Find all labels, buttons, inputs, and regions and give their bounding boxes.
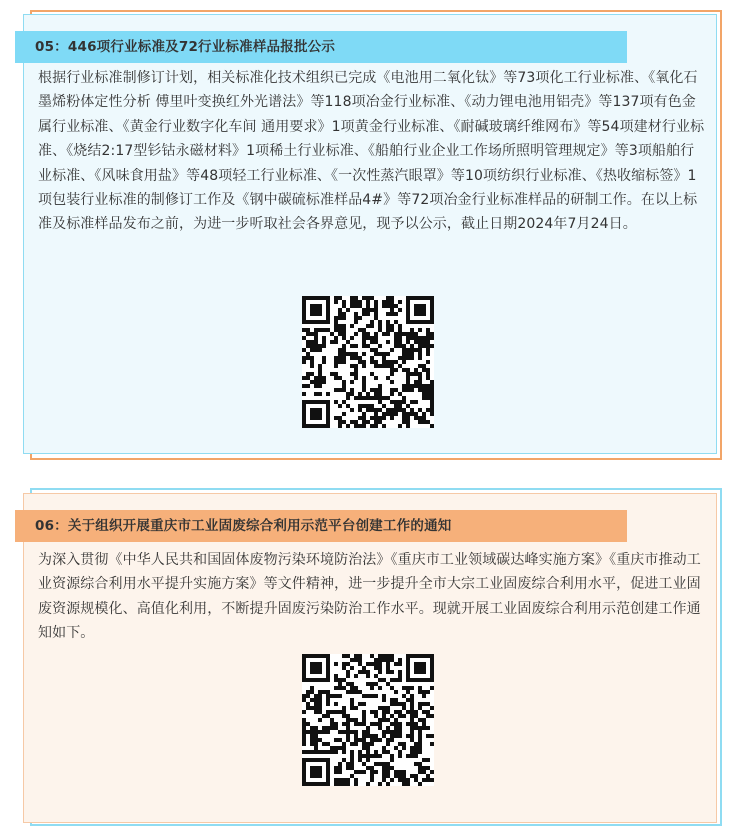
notice-body: 根据行业标准制修订计划，相关标准化技术组织已完成《电池用二氧化钛》等73项化工行业标准、《氧化石墨烯粉体定性分析 傅里叶变换红外光谱法》等118项冶金行业标准、《动力锂电池用铝壳》等137项有色金属行业标准、《黄金行业数字化车间 通用要求》1项黄金行业标准、《耐碱玻璃纤维网布》等54项建材行业标准、《烧结2:17型钐钴永磁材料》1项稀土行业标准、《船舶行业企业工作场所照明管理规定》等3项船舶行业标准、《风味食用盐》等48项轻工行业标准、《一次性蒸汽眼罩》等10项纺织行业标准、《热收缩标签》1项包装行业标准的制修订工作及《钢中碳硫标准样品4#》等72项冶金行业标准样品的研制工作。在以上标准及标准样品发布之前，为进一步听取社会各界意见，现予以公示，截止日期2024年7月24日。 (38, 70, 705, 233)
qr-code-icon[interactable] (302, 296, 434, 428)
notice-title: 05：446项行业标准及72行业标准样品报批公示 (15, 31, 627, 63)
qr-code-icon[interactable] (302, 654, 434, 786)
notice-card-06 (0, 480, 739, 832)
notice-title: 06：关于组织开展重庆市工业固废综合利用示范平台创建工作的通知 (15, 510, 627, 542)
notice-body: 为深入贯彻《中华人民共和国固体废物污染环境防治法》《重庆市工业领域碳达峰实施方案》《重庆市推动工业资源综合利用水平提升实施方案》等文件精神，进一步提升全市大宗工业固废综合利用水平，促进工业固废资源规模化、高值化利用，不断提升固废污染防治工作水平。现就开展工业固废综合利用示范创建工作通知如下。 (38, 552, 701, 642)
